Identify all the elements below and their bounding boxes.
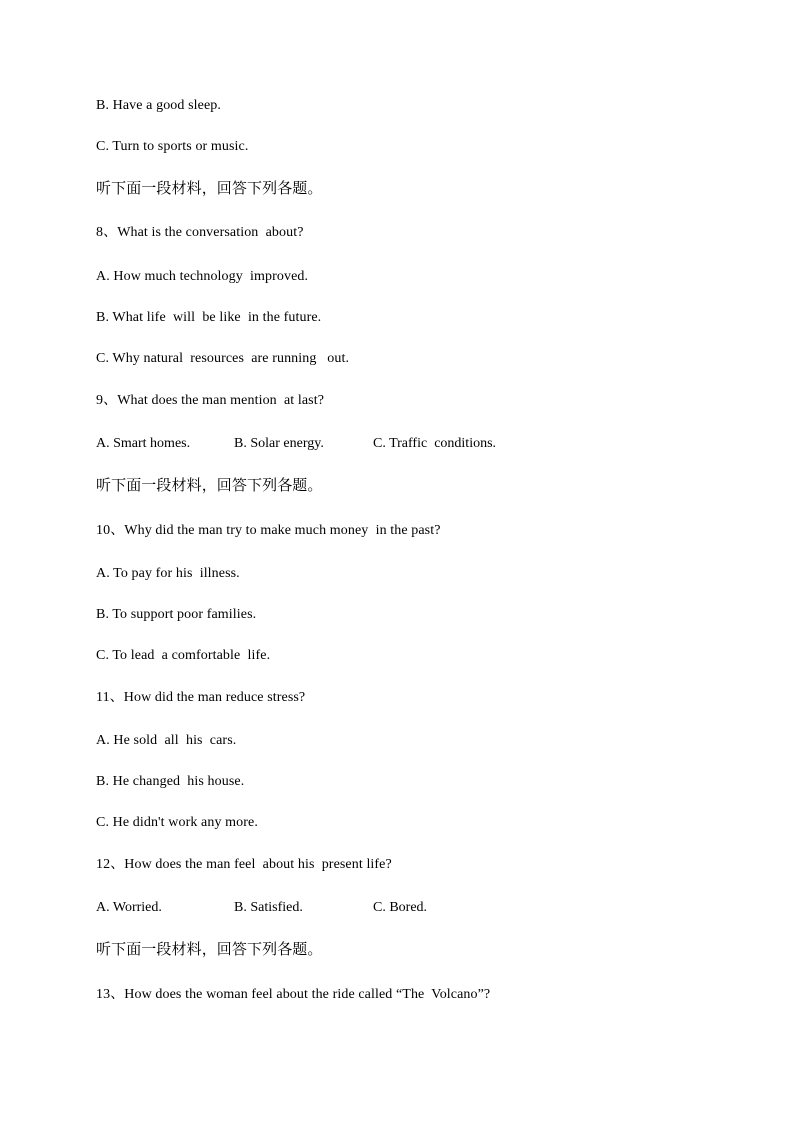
section-heading: 听下面一段材料，回答下列各题。 xyxy=(96,179,323,197)
option-a-q12: A. Worried. xyxy=(96,900,162,915)
option-a-q9: A. Smart homes. xyxy=(96,436,191,451)
option-c-q12: C. Bored. xyxy=(373,900,428,915)
question-12: 12、How does the man feel about his present life? xyxy=(96,857,392,872)
option-b-q11: B. He changed his house. xyxy=(96,774,245,789)
option-c-q9: C. Traffic conditions. xyxy=(373,436,497,451)
question-10: 10、Why did the man try to make much money in the past? xyxy=(96,523,441,538)
option-b-q9: B. Solar energy. xyxy=(234,436,324,451)
question-8: 8、What is the conversation about? xyxy=(96,225,304,240)
question-9: 9、What does the man mention at last? xyxy=(96,393,325,408)
option-c-q10: C. To lead a comfortable life. xyxy=(96,648,271,663)
section-heading: 听下面一段材料，回答下列各题。 xyxy=(96,940,323,958)
option-a-q11: A. He sold all his cars. xyxy=(96,733,237,748)
option-a-q10: A. To pay for his illness. xyxy=(96,566,240,581)
section-heading: 听下面一段材料，回答下列各题。 xyxy=(96,476,323,494)
option-b-q7: B. Have a good sleep. xyxy=(96,98,221,113)
option-a-q8: A. How much technology improved. xyxy=(96,269,309,284)
option-b-q12: B. Satisfied. xyxy=(234,900,303,915)
option-c-q7: C. Turn to sports or music. xyxy=(96,139,249,154)
option-c-q11: C. He didn't work any more. xyxy=(96,815,258,830)
question-13: 13、How does the woman feel about the ride called “The Volcano”? xyxy=(96,987,491,1002)
question-11: 11、How did the man reduce stress? xyxy=(96,690,306,705)
option-c-q8: C. Why natural resources are running out. xyxy=(96,351,350,366)
option-b-q8: B. What life will be like in the future. xyxy=(96,310,322,325)
option-b-q10: B. To support poor families. xyxy=(96,607,257,622)
